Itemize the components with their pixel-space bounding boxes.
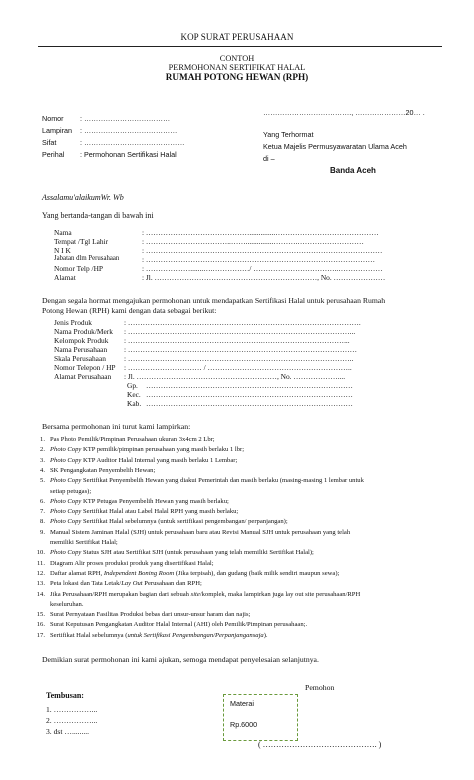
recipient-salutation: Yang Terhormat	[263, 130, 314, 139]
attachments-list	[34, 436, 444, 639]
attachment-text-rest: ).	[263, 631, 268, 639]
signature-line: ( ……………………………………. )	[258, 740, 382, 749]
stamp-amount: Rp.6000	[230, 720, 258, 729]
attachment-text	[50, 467, 155, 474]
attachment-number: 13.	[36, 580, 45, 588]
cc-item: 2. ……………...	[46, 716, 98, 725]
address-sub-value: …………………………………………………………………………	[146, 399, 353, 408]
attachment-number: 10.	[36, 549, 45, 557]
signer-field-label: Alamat	[54, 273, 76, 282]
attachment-text-rest: setiap petugas);	[50, 487, 92, 495]
recipient-name: Ketua Majelis Permusyawaratan Ulama Aceh	[263, 142, 407, 151]
signer-field-value: : Jl. …………………………………………………………, No. …………………	[142, 273, 386, 282]
attachment-text	[50, 580, 202, 587]
meta-nomor	[42, 114, 170, 123]
meta-value: : …………………………………	[80, 126, 178, 135]
signer-field-label: N I K	[54, 246, 71, 255]
greeting: Assalamu'alaikumWr. Wb	[42, 193, 124, 202]
attachment-number: 8.	[40, 518, 45, 526]
address-sub-label: Kab.	[127, 399, 142, 408]
attachment-text-emphasis: untuk Sertifikasi Pengembangan/Perpanjangansaja	[127, 631, 264, 639]
meta-sifat	[42, 138, 185, 147]
signer-field-value: : ……………………………………………………………………………………	[142, 246, 383, 255]
attachment-text-rest: Pas Photo Pemilik/Pimpinan Perusahaan ukuran 3x4cm 2 Lbr;	[50, 436, 215, 443]
applicant-label: Pemohon	[305, 683, 335, 692]
attachment-number: 12.	[36, 569, 45, 577]
attachment-text-pre: Peta lokasi dan Tata Letak/	[50, 580, 122, 588]
attachment-text	[50, 611, 250, 618]
attachment-number: 16.	[36, 621, 45, 629]
attachment-text-rest: Perusahaan dan RPH;	[142, 580, 202, 588]
date-place-line: ………………………………., …………………20… .	[263, 108, 425, 117]
attachment-text	[50, 508, 238, 515]
request-paragraph-line2: Potong Hewan (RPH) kami dengan data sebagai berikut:	[42, 306, 217, 315]
signer-field-value: : …………………………………………………………………………………	[142, 255, 376, 264]
meta-perihal	[42, 150, 177, 159]
attachment-text-rest: Surat Keputusan Pengangkatan Auditor Halal Internal (AHI) oleh Pemilik/Pimpinan perusahaan;.	[50, 621, 308, 629]
attachment-number: 9.	[40, 528, 45, 536]
signer-field-label: Jabatan dlm Perusahaan	[54, 255, 120, 262]
attachment-text-emphasis: Photo Copy	[50, 497, 82, 505]
attachment-text	[50, 457, 237, 464]
attachment-text-rest: SK Pengangkatan Penyembelih Hewan;	[50, 466, 156, 474]
attachment-text-emphasis: Photo Copy	[50, 549, 82, 557]
address-sub-value: …………………………………………………………………………	[146, 390, 353, 399]
attachment-text	[50, 436, 215, 443]
attachment-number: 17.	[36, 631, 45, 639]
attachment-text-rest: memiliki Sertifikat Halal;	[50, 539, 118, 546]
attachment-text-emphasis: Independent Boning Room	[103, 569, 175, 577]
attachment-text-rest: Diagram Alir proses produksi produk yang disertifikasi Halal;	[50, 559, 214, 567]
attachment-number: 14.	[36, 590, 45, 598]
attachment-text	[50, 621, 307, 628]
attachment-text	[50, 549, 314, 556]
attachment-text-emphasis: site	[190, 590, 200, 598]
meta-label: Sifat	[42, 138, 57, 147]
meta-label: Lampiran	[42, 126, 72, 135]
company-field-label: Kelompok Produk	[54, 336, 109, 345]
attachment-text-rest: (Jika terpisah), dan gudang (baik milik sendiri maupun sewa);	[174, 569, 340, 577]
attachment-number: 5.	[40, 477, 45, 485]
meta-lampiran	[42, 126, 177, 135]
letterhead-title: KOP SURAT PERUSAHAAN	[180, 32, 294, 42]
company-field-value: : Jl. …………………………………………………, No. ………………....	[124, 372, 346, 381]
attachments-intro: Bersama permohonan ini turut kami lampirkan:	[42, 422, 191, 431]
attachment-text-rest: Manual Sistem Jaminan Halal (SJH) untuk perusahaan baru atau Revisi Manual SJH untuk perusahaan yang telah	[50, 528, 351, 536]
letterhead-divider	[38, 46, 442, 47]
attachment-text	[50, 529, 350, 536]
company-field-label: Nomor Telepon / HP	[54, 363, 116, 372]
attachment-text-rest: Surat Pernyataan Fasilitas Produksi bebas dari unsur-unsur haram dan najis;	[50, 611, 251, 619]
meta-label: Nomor	[42, 114, 64, 123]
meta-value: : Permohonan Sertifikasi Halal	[80, 150, 177, 159]
attachment-text-rest: KTP Petugas Penyembelih Hewan yang masih berlaku;	[81, 497, 229, 505]
attachment-text-emphasis: Lay Out	[121, 580, 143, 588]
cc-title: Tembusan:	[46, 691, 84, 700]
doc-title: PERMOHONAN SERTIFIKAT HALAL	[168, 63, 306, 72]
attachment-text	[50, 601, 84, 608]
attachment-text	[50, 498, 229, 505]
attachment-number: 4.	[40, 466, 45, 474]
attachment-text	[50, 539, 118, 546]
attachment-number: 1.	[40, 436, 45, 443]
attachment-text-pre: Jika Perusahaan/RPH merupakan bagian dari sebuah	[50, 590, 191, 598]
request-paragraph-line1: Dengan segala hormat mengajukan permohonan untuk mendapatkan Sertifikasi Halal untuk perusahaan Rumah	[42, 296, 386, 305]
company-field-label: Skala Perusahaan	[54, 354, 106, 363]
address-sub-label: Gp.	[127, 381, 138, 390]
cc-item: 3. dst ….........	[46, 727, 90, 736]
attachment-text	[50, 446, 244, 453]
attachment-text-rest: Status SJH atau Sertifikat SJH (untuk perusahaan yang telah memiliki Sertifikat Halal);	[81, 549, 314, 557]
company-field-value: : ……………………………………………….……………………………...	[124, 336, 350, 345]
company-field-value: : ………………………………………………………………………………...	[124, 327, 356, 336]
signer-field-label: Nama	[54, 228, 72, 237]
attachment-text-rest: KTP pemilik/pimpinan perusahaan yang masih berlaku 1 lbr;	[81, 446, 245, 454]
attachment-number: 2.	[40, 446, 45, 454]
attachment-text-rest: KTP Auditor Halal Internal yang masih berlaku 1 Lembar;	[81, 456, 238, 464]
attachment-text	[50, 570, 339, 577]
company-field-label: Jenis Produk	[54, 318, 92, 327]
closing-paragraph: Demikian surat permohonan ini kami ajukan, semoga mendapat penyelesaian selanjutnya.	[42, 655, 319, 664]
attachment-text-rest: keseluruhan.	[50, 600, 84, 608]
signer-field-value: : ……………….......….……………/ ……………………………..………………	[142, 264, 383, 273]
company-field-label: Nama Produk/Merk	[54, 327, 113, 336]
attachment-text	[50, 591, 360, 598]
meta-value: : ……………………………………	[80, 138, 185, 147]
doc-label: CONTOH	[219, 54, 255, 63]
attachment-number: 3.	[40, 456, 45, 464]
company-field-label: Alamat Perusahaan	[54, 372, 112, 381]
attachment-text-pre: Daftar alamat RPH,	[50, 569, 104, 577]
attachment-text-emphasis: Photo Copy	[50, 518, 82, 526]
signer-field-value: : ……………………………..……...............……….………………………	[142, 237, 364, 246]
attachment-number: 6.	[40, 497, 45, 505]
signer-field-value: : ……………………………………..............……………………………………	[142, 228, 379, 237]
stamp-label: Materai	[230, 699, 254, 708]
attachment-number: 7.	[40, 508, 45, 516]
attachment-text-rest: Sertifikat Penyembelih Hewan yang diakui Pemerintah dan masih berlaku (masing-masing 1 lembar untuk	[81, 477, 364, 485]
meta-label: Perihal	[42, 150, 65, 159]
attachment-text-emphasis: Photo Copy	[50, 508, 82, 516]
attachment-text	[50, 632, 268, 639]
attachment-text-rest: /komplek, maka lampirkan juga lay out site perusahaan/RPH	[199, 590, 361, 598]
attachment-number: 11.	[37, 559, 45, 567]
meta-value: : ………………………………	[80, 114, 171, 123]
company-field-value: : ………………………………………………………………………………..	[124, 354, 354, 363]
company-field-value: : ………………………… / …………………………………………………..	[124, 363, 352, 372]
attachment-text-emphasis: Photo Copy	[50, 456, 82, 464]
company-field-value: : …………………………………………….…………………………………….	[124, 318, 361, 327]
address-sub-value: …………………………………………………………………………	[146, 381, 353, 390]
attachment-number: 15.	[36, 611, 45, 619]
signer-field-label: Tempat /Tgl Lahir	[54, 237, 109, 246]
address-sub-label: Kec.	[127, 390, 141, 399]
attachment-text-emphasis: Photo Copy	[50, 446, 82, 454]
attachment-text	[50, 477, 364, 484]
doc-subtitle: RUMAH POTONG HEWAN (RPH)	[165, 72, 309, 82]
attachment-text	[50, 560, 214, 567]
attachment-text-rest: Sertifikat Halal atau Label Halal RPH yang masih berlaku;	[81, 508, 239, 516]
attachment-text-rest: Sertifikat Halal sebelumnya (untuk sertifikasi pengembangan/ perpanjangan);	[81, 518, 288, 526]
attachment-text-pre: Sertifikat Halal sebelumnya (	[50, 631, 128, 639]
signer-field-label: Nomor Telp /HP	[54, 264, 104, 273]
company-field-label: Nama Perusahaan	[54, 345, 108, 354]
attachment-text	[50, 488, 91, 495]
recipient-city: Banda Aceh	[330, 166, 376, 175]
intro-text: Yang bertanda-tangan di bawah ini	[42, 211, 154, 220]
recipient-di: di –	[263, 154, 275, 163]
attachment-text-emphasis: Photo Copy	[50, 477, 82, 485]
attachment-text	[50, 518, 288, 525]
cc-item: 1. ……………...	[46, 705, 98, 714]
company-field-value: : …………………………………………………………………………………	[124, 345, 358, 354]
